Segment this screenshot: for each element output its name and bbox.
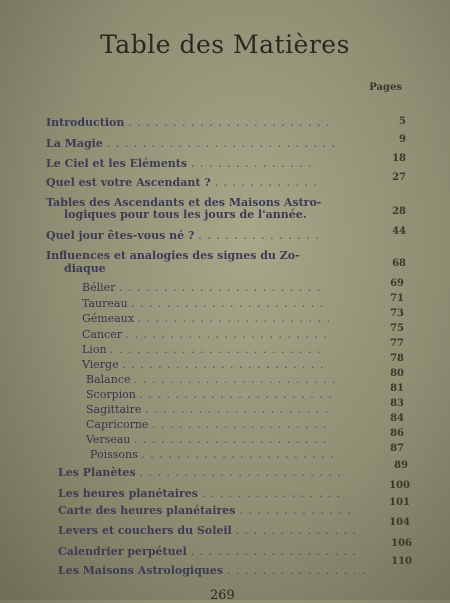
toc-entry-taureau[interactable]: Taureau . . . . . . . . . . . . . . . . . . . . . . bbox=[82, 297, 325, 310]
toc-entry-vierge[interactable]: Vierge . . . . . . . . . . . . . . . . . . . . . . . bbox=[82, 358, 325, 371]
toc-page-number: 89 bbox=[394, 460, 408, 471]
toc-entry-influences-line2[interactable]: diaque bbox=[64, 262, 106, 275]
toc-entry-planetes[interactable]: Les Planètes . . . . . . . . . . . . . . . . . . . . . . . bbox=[58, 466, 342, 479]
toc-page-number: 9 bbox=[399, 134, 406, 145]
toc-page-number: 83 bbox=[390, 398, 404, 409]
toc-entry-lion[interactable]: Lion . . . . . . . . . . . . . . . . . . . . . . . . bbox=[82, 343, 322, 356]
toc-page-number: 75 bbox=[390, 323, 404, 334]
toc-entry-quel-jour[interactable]: Quel jour êtes-vous né ? . . . . . . . . . . . . . . bbox=[46, 229, 320, 242]
toc-page-number: 84 bbox=[390, 413, 404, 424]
toc-page-number: 44 bbox=[392, 226, 406, 237]
toc-page-number: 80 bbox=[390, 368, 404, 379]
toc-entry-heures-planetaires[interactable]: Les heures planétaires . . . . . . . . . . . . . . . . bbox=[58, 487, 342, 500]
toc-page-number: 86 bbox=[390, 428, 404, 439]
toc-entry-sagittaire[interactable]: Sagittaire . . . . . . . . . . . . . . . . . . . . . bbox=[86, 403, 330, 416]
toc-page-number: 71 bbox=[390, 293, 404, 304]
toc-page-number: 69 bbox=[390, 278, 404, 289]
toc-entry-tables-line1[interactable]: Tables des Ascendants et des Maisons Astro- bbox=[46, 196, 322, 209]
toc-entry-maisons[interactable]: Les Maisons Astrologiques . . . . . . . . . . . . . . . . bbox=[58, 564, 367, 577]
toc-entry-levers-couchers[interactable]: Levers et couchers du Soleil . . . . . . . . . . . . . . bbox=[58, 524, 357, 537]
toc-page-number: 100 bbox=[389, 480, 410, 491]
toc-entry-le-ciel[interactable]: Le Ciel et les Eléments . . . . . . . . . . . . . . bbox=[46, 157, 313, 170]
toc-page-number: 5 bbox=[399, 116, 406, 127]
toc-entry-carte-heures[interactable]: Carte des heures planétaires . . . . . . . . . . . . . bbox=[58, 504, 352, 517]
toc-entry-influences-line1[interactable]: Influences et analogies des signes du Zo- bbox=[46, 249, 300, 262]
toc-entry-balance[interactable]: Balance . . . . . . . . . . . . . . . . . . . . . . . bbox=[86, 373, 337, 386]
toc-entry-tables-line2[interactable]: logiques pour tous les jours de l'année. bbox=[64, 208, 307, 221]
page-footer-number: 269 bbox=[210, 588, 235, 603]
toc-page-number: 77 bbox=[390, 338, 404, 349]
toc-entry-belier[interactable]: Bélier . . . . . . . . . . . . . . . . . . . . . . . bbox=[82, 281, 322, 294]
page-title: Table des Matières bbox=[100, 30, 350, 59]
toc-page-number: 81 bbox=[390, 383, 404, 394]
toc-page-number: 110 bbox=[391, 556, 412, 567]
toc-page-number: 18 bbox=[392, 153, 406, 164]
toc-page-number: 106 bbox=[391, 538, 412, 549]
toc-page-number: 87 bbox=[390, 443, 404, 454]
toc-entry-introduction[interactable]: Introduction . . . . . . . . . . . . . . . . . . . . . . . bbox=[46, 116, 331, 129]
toc-page-number: 104 bbox=[389, 517, 410, 528]
toc-page-number: 27 bbox=[392, 172, 406, 183]
toc-page-number: 78 bbox=[390, 353, 404, 364]
toc-entry-scorpion[interactable]: Scorpion . . . . . . . . . . . . . . . . . . . . . . bbox=[86, 388, 333, 401]
toc-page-number: 101 bbox=[389, 497, 410, 508]
toc-entry-poissons[interactable]: Poissons . . . . . . . . . . . . . . . . . . . . . . bbox=[90, 448, 335, 461]
toc-entry-capricorne[interactable]: Capricorne . . . . . . . . . . . . . . . . . . . . bbox=[86, 418, 328, 431]
toc-page-number: 73 bbox=[390, 308, 404, 319]
pages-column-label: Pages bbox=[369, 82, 402, 93]
toc-entry-gemeaux[interactable]: Gémeaux . . . . . . . . . . . . . . . . . . . . . . bbox=[82, 312, 331, 325]
toc-entry-la-magie[interactable]: La Magie . . . . . . . . . . . . . . . . . . . . . . . . . . bbox=[46, 137, 337, 150]
toc-entry-calendrier[interactable]: Calendrier perpétuel . . . . . . . . . . . . . . . . . . . bbox=[58, 545, 357, 558]
toc-entry-verseau[interactable]: Verseau . . . . . . . . . . . . . . . . . . . . . . bbox=[86, 433, 328, 446]
toc-page-number: 28 bbox=[392, 206, 406, 217]
toc-page-number: 68 bbox=[392, 258, 406, 269]
toc-entry-ascendant[interactable]: Quel est votre Ascendant ? . . . . . . . . . . . . bbox=[46, 176, 318, 189]
toc-entry-cancer[interactable]: Cancer . . . . . . . . . . . . . . . . . . . . . . . bbox=[82, 328, 328, 341]
